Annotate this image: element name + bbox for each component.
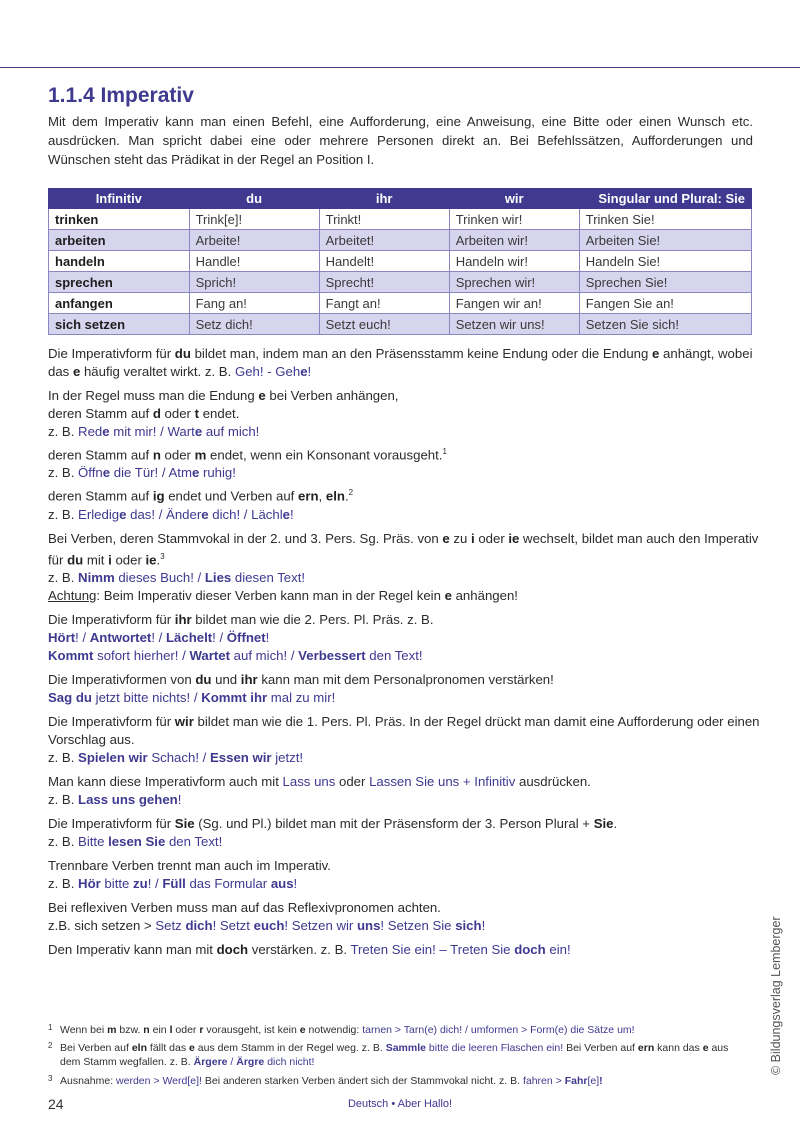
rule-ihr: Die Imperativform für ihr bildet man wie die 2. Pers. Pl. Präs. z. B. Hört! / Antwortet! / Lächelt! / Öffnet! Kommt sofort hierher! / Wartet auf mich! / Verbessert den Text! (48, 612, 434, 664)
example: Hör (78, 876, 101, 892)
example: Lass uns gehen (78, 792, 178, 808)
footnote-ref: 2 (348, 488, 354, 498)
form-cell: Arbeitet! (319, 230, 449, 251)
copyright-notice: © Bildungsverlag Lemberger (769, 916, 783, 1075)
form-cell: Arbeiten wir! (449, 230, 579, 251)
form-cell: Sprich! (189, 272, 319, 293)
example: Treten Sie ein! – Treten Sie (350, 942, 515, 958)
table-row (49, 314, 752, 335)
form-cell: Fangen Sie an! (579, 293, 751, 314)
rule-sie: Die Imperativform für Sie (Sg. und Pl.) bildet man mit der Präsensform der 3. Person Plural + Sie. z. B. Bitte lesen Sie den Text! (48, 816, 618, 850)
rule-pronoun-emphasis: Die Imperativformen von du und ihr kann man mit dem Personalpronomen verstärken! Sag du jetzt bitte nichts! / Kommt ihr mal zu mir! (48, 672, 554, 706)
table-row (49, 251, 752, 272)
form-cell: Fang an! (189, 293, 319, 314)
page-number: 24 (48, 1096, 64, 1112)
rule-doch: Den Imperativ kann man mit doch verstärken. z. B. Treten Sie ein! – Treten Sie doch ein! (48, 942, 571, 958)
form-cell: Handelt! (319, 251, 449, 272)
form-cell: Trinken Sie! (579, 209, 751, 230)
form-cell: Fangen wir an! (449, 293, 579, 314)
footnote-3: 3 Ausnahme: werden > Werd[e]! Bei anderen starken Verben ändert sich der Stammvokal nicht. z. B. fahren > Fahr[e]! (48, 1074, 603, 1087)
form-cell: Trinken wir! (449, 209, 579, 230)
example: Spielen wir (78, 750, 148, 766)
example: Erledig (78, 506, 120, 522)
table-header-row (49, 189, 752, 209)
table-row (49, 293, 752, 314)
infinitive-cell: trinken (49, 209, 190, 230)
rule-vowel-change: Bei Verben, deren Stammvokal in der 2. und 3. Pers. Sg. Präs. von e zu i oder ie wechselt, bildet man auch den Imperativ für du mit i oder ie.$^3$ z. B. Nimm dieses Buch! / Lies diesen Text! Achtung: Beim Imperativ dieser Verben kann man in der Regel kein e anhängen! (48, 530, 759, 604)
form-cell: Setzt euch! (319, 314, 449, 335)
example: Sag du (48, 690, 92, 706)
form-cell: Arbeiten Sie! (579, 230, 751, 251)
form-cell: Sprechen wir! (449, 272, 579, 293)
rule-ending-e: In der Regel muss man die Endung e bei Verben anhängen, deren Stamm auf d oder t endet. z. B. Rede mit mir! / Warte auf mich! (48, 388, 399, 439)
rule-reflexive: Bei reflexiven Verben muss man auf das Reflexivpronomen achten. z.B. sich setzen > Setz dich! Setzt euch! Setzen wir uns! Setzen Sie sich! (48, 900, 486, 934)
infinitive-cell: handeln (49, 251, 190, 272)
example: Geh! - Geh (234, 364, 301, 379)
example: Nimm (78, 570, 115, 586)
header-cell: du (189, 189, 319, 209)
form-cell: Setzen Sie sich! (579, 314, 751, 335)
form-cell: Arbeite! (189, 230, 319, 251)
top-rule (0, 67, 800, 68)
imperative-table (48, 188, 752, 335)
footnote-ref: 3 (160, 551, 165, 561)
header-cell: ihr (319, 189, 449, 209)
infinitive-cell: sich setzen (49, 314, 190, 335)
form-cell: Trinkt! (319, 209, 449, 230)
rule-wir: Die Imperativform für wir bildet man wie die 1. Pers. Pl. Präs. In der Regel drückt man damit eine Aufforderung oder einen Vorschlag aus. z. B. Spielen wir Schach! / Essen wir jetzt! (48, 714, 760, 766)
form-cell: Trink[e]! (189, 209, 319, 230)
form-cell: Handeln wir! (449, 251, 579, 272)
header-cell: Singular und Plural: Sie (579, 189, 751, 209)
form-cell: Fangt an! (319, 293, 449, 314)
infinitive-cell: sprechen (49, 272, 190, 293)
form-cell: Handle! (189, 251, 319, 272)
explanation-body (48, 345, 760, 965)
rule-du: Die Imperativform für du bildet man, indem man an den Präsensstamm keine Endung oder die Endung e anhängt, wobei das e häufig veraltet wirkt. z. B. Geh! - Gehe! (48, 346, 753, 379)
form-cell: Setz dich! (189, 314, 319, 335)
example: Red (78, 424, 103, 439)
footer-title: Deutsch • Aber Hallo! (347, 1098, 453, 1110)
footnote-ref: 1 (442, 447, 447, 456)
footnote-2: 2 Bei Verben auf eln fällt das e aus dem Stamm in der Regel weg. z. B. Sammle bitte die leeren Flaschen ein! Bei Verben auf ern kann das e aus dem Stamm wegfallen. z. B. Ärgere / Ärgre dich nicht! (48, 1041, 729, 1068)
intro-paragraph: Mit dem Imperativ kann man einen Befehl, eine Aufforderung, eine Anweisung, eine Bitte oder einen Wunsch etc. ausdrücken. Man spricht dabei eine oder mehrere Personen direkt an. Bei Befehlssätzen, Aufforderungen und Wünschen steht das Prädikat in der Regel an Position I. (48, 114, 753, 167)
example: lesen Sie (108, 834, 166, 850)
footnote-1: 1 Wenn bei m bzw. n ein l oder r vorausgeht, ist kein e notwendig: tarnen > Tarn(e) dich! / umformen > Form(e) die Sätze um! (48, 1023, 635, 1036)
example: Setz (155, 918, 186, 934)
header-cell: wir (449, 189, 579, 209)
rule-lass-uns: Man kann diese Imperativform auch mit Lass uns oder Lassen Sie uns + Infinitiv ausdrücken. z. B. Lass uns gehen! (48, 774, 591, 808)
infinitive-cell: arbeiten (49, 230, 190, 251)
header-cell: Infinitiv (49, 189, 190, 209)
form-cell: Sprechen Sie! (579, 272, 751, 293)
form-cell: Handeln Sie! (579, 251, 751, 272)
rule-stem-ig: deren Stamm auf ig endet und Verben auf ern, eln.$^2$ z. B. Erledige das! / Ändere dich! / Lächle! (48, 488, 354, 522)
rule-stem-n-m: deren Stamm auf n oder m endet, wenn ein Konsonant vorausgeht.$^1$ z. B. Öffne die Tür! / Atme ruhig! (48, 447, 447, 481)
form-cell: Setzen wir uns! (449, 314, 579, 335)
attention-label: Achtung (48, 588, 97, 604)
rule-separable: Trennbare Verben trennt man auch im Imperativ. z. B. Hör bitte zu! / Füll das Formular aus! (48, 858, 331, 892)
example: Öffn (78, 465, 103, 481)
example: Hört (48, 630, 76, 646)
form-cell: Sprecht! (319, 272, 449, 293)
table-row (49, 230, 752, 251)
infinitive-cell: anfangen (49, 293, 190, 314)
table-row (49, 272, 752, 293)
table-row (49, 209, 752, 230)
section-heading: 1.1.4 Imperativ (48, 84, 194, 107)
